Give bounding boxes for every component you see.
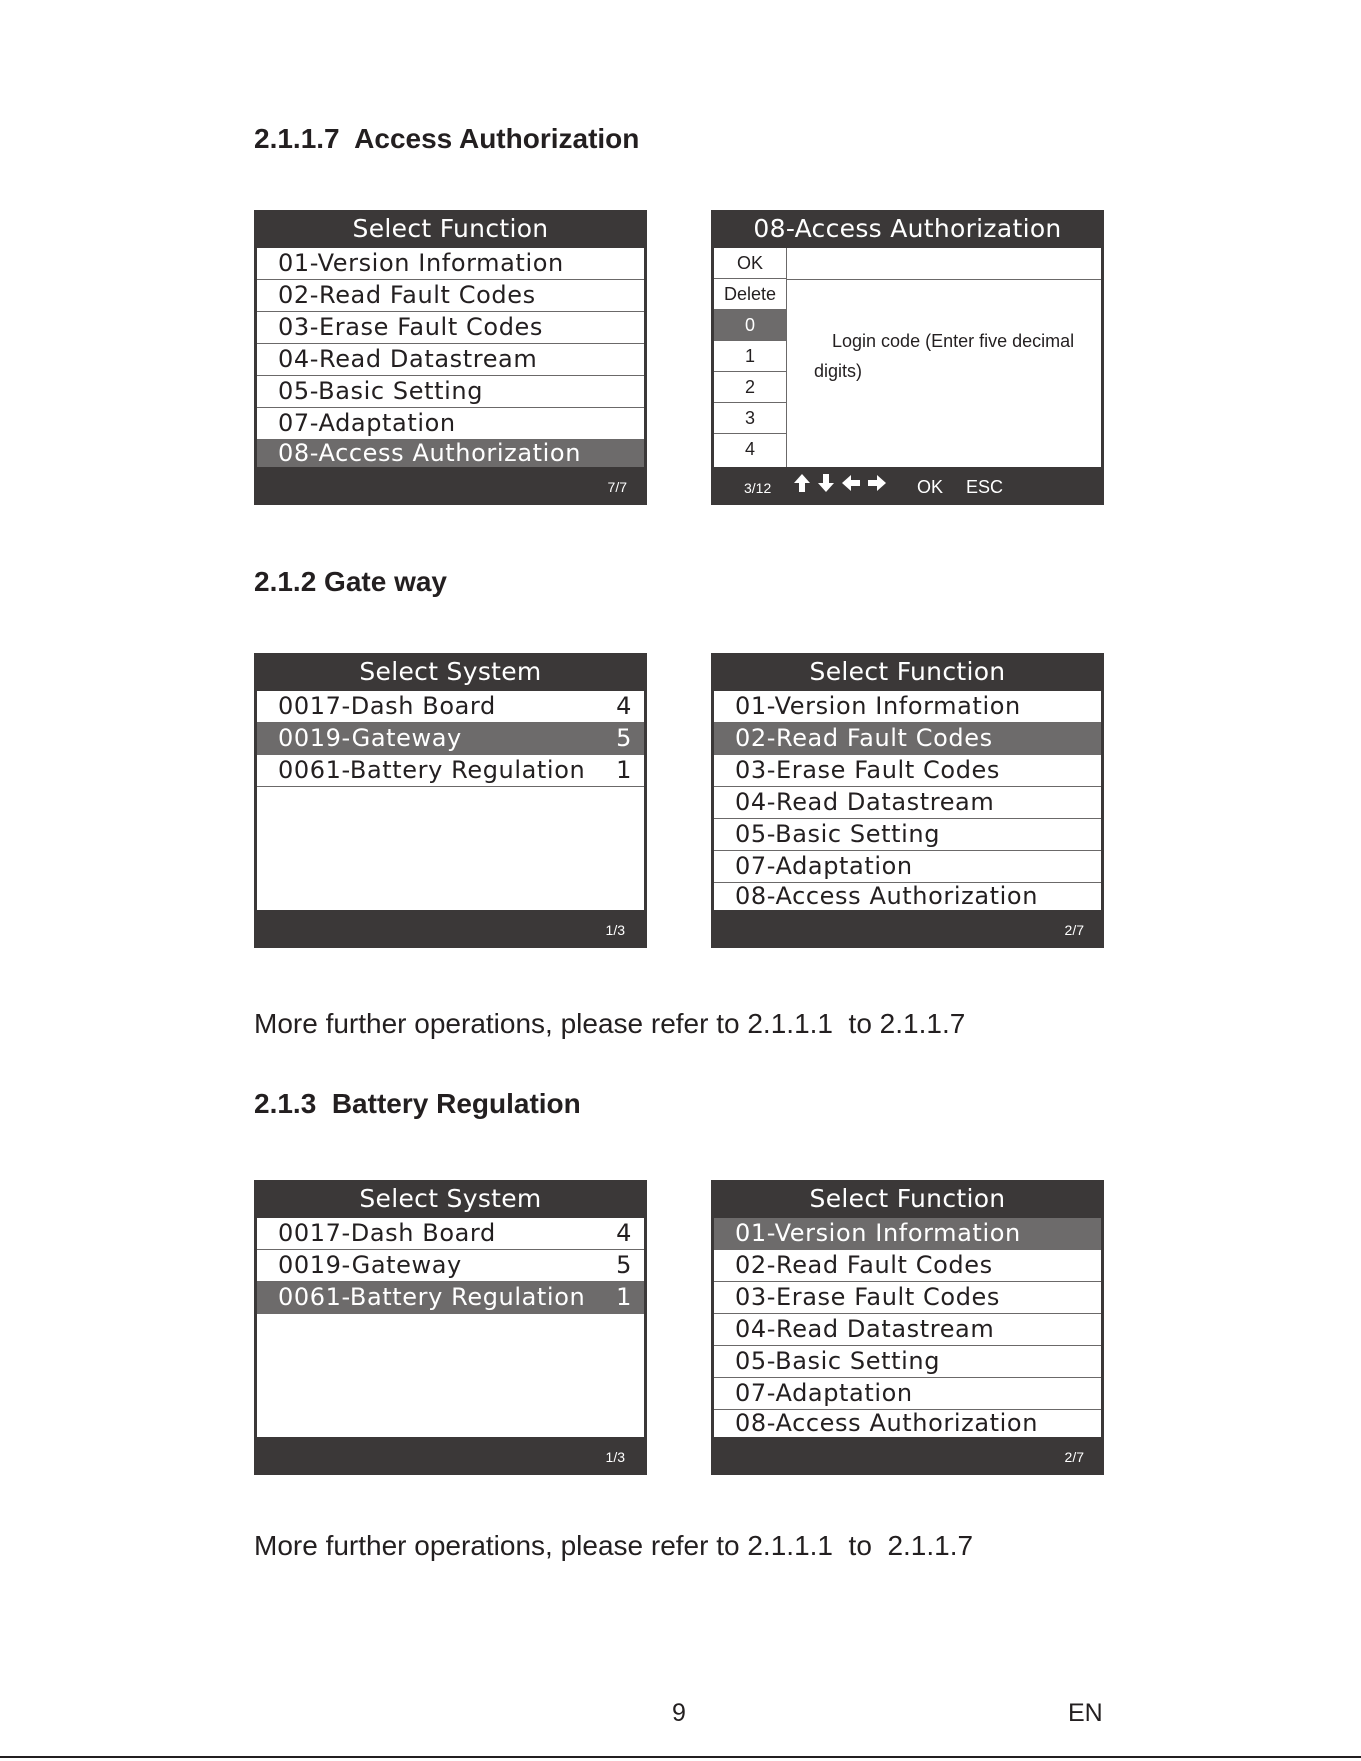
screen-select-function-battery (711, 1180, 1104, 1475)
page-indicator: 1/3 (605, 1449, 625, 1465)
list-item[interactable]: 08-Access Authorization (735, 882, 1039, 910)
list-item-selected[interactable]: 0019-Gateway 5 (257, 723, 644, 755)
arrow-right-icon[interactable] (867, 473, 887, 493)
status-bar (711, 467, 1104, 505)
battery-note: More further operations, please refer to 2.1.1.1 to 2.1.1.7 (254, 1530, 974, 1561)
list-item[interactable]: 04-Read Datastream (257, 344, 644, 376)
list-item[interactable]: 0061-Battery Regulation 1 (257, 755, 644, 787)
login-panel (714, 248, 1101, 467)
list-item[interactable]: 01-Version Information (257, 248, 644, 280)
screen-select-function-1 (254, 210, 647, 505)
list-item[interactable]: 01-Version Information (714, 691, 1101, 723)
section-heading-access-authorization: 2.1.1.7 Access Authorization (254, 123, 640, 154)
screen-title: Select Function (809, 1184, 1006, 1213)
list-item-selected[interactable]: 02-Read Fault Codes (714, 723, 1101, 755)
list-item-selected[interactable]: 0061-Battery Regulation 1 (257, 1282, 644, 1314)
list-item[interactable]: 03-Erase Fault Codes (714, 755, 1101, 787)
screen-access-authorization (711, 210, 1104, 505)
system-list (257, 1218, 644, 1437)
list-item[interactable]: 04-Read Datastream (714, 787, 1101, 819)
list-item[interactable]: 0017-Dash Board 4 (257, 1218, 644, 1250)
page-indicator: 3/12 (744, 480, 772, 496)
list-item[interactable]: 02-Read Fault Codes (714, 1250, 1101, 1282)
key-delete[interactable]: Delete (714, 279, 786, 310)
list-item[interactable]: 08-Access Authorization (735, 1409, 1039, 1437)
function-list (714, 1218, 1101, 1437)
arrow-down-icon[interactable] (817, 473, 835, 493)
key-ok[interactable]: OK (714, 248, 786, 279)
key-3[interactable]: 3 (714, 403, 786, 434)
screen-title: Select System (359, 1184, 542, 1213)
page-indicator: 7/7 (607, 479, 627, 495)
ok-button[interactable]: OK (917, 477, 944, 497)
screen-select-system-gateway (254, 653, 647, 948)
list-item[interactable]: 02-Read Fault Codes (257, 280, 644, 312)
page-number: 9 (672, 1699, 686, 1727)
page-indicator: 2/7 (1064, 922, 1084, 938)
navigation-arrows (793, 473, 887, 493)
function-list (257, 248, 644, 467)
footer-divider (0, 1756, 1361, 1758)
section-heading-battery-regulation: 2.1.3 Battery Regulation (254, 1088, 581, 1119)
list-item[interactable]: 0019-Gateway 5 (257, 1250, 644, 1282)
status-bar (254, 467, 647, 505)
list-item-selected[interactable]: 08-Access Authorization (257, 440, 644, 467)
status-bar (711, 1437, 1104, 1475)
screen-select-function-gateway (711, 653, 1104, 948)
screen-title: Select Function (352, 214, 549, 243)
screen-title: Select Function (809, 657, 1006, 686)
login-prompt: Login code (Enter five decimal digits) (814, 331, 1075, 381)
page-indicator: 2/7 (1064, 1449, 1084, 1465)
language-label: EN (1068, 1699, 1103, 1727)
list-item[interactable]: 03-Erase Fault Codes (257, 312, 644, 344)
section-heading-gateway: 2.1.2 Gate way (254, 566, 448, 597)
screen-title: Select System (359, 657, 542, 686)
status-bar (254, 1437, 647, 1475)
function-list (714, 691, 1101, 910)
login-code-field[interactable] (787, 248, 1101, 280)
status-bar (254, 910, 647, 948)
key-0[interactable]: 0 (714, 310, 786, 341)
list-item[interactable]: 03-Erase Fault Codes (714, 1282, 1101, 1314)
key-4[interactable]: 4 (744, 439, 755, 459)
screen-select-system-battery (254, 1180, 647, 1475)
list-item[interactable]: 04-Read Datastream (714, 1314, 1101, 1346)
arrow-left-icon[interactable] (841, 473, 861, 493)
list-item[interactable]: 07-Adaptation (714, 851, 1101, 883)
list-item[interactable]: 07-Adaptation (714, 1378, 1101, 1410)
arrow-up-icon[interactable] (793, 473, 811, 493)
list-item[interactable]: 05-Basic Setting (257, 376, 644, 408)
system-list (257, 691, 644, 910)
list-item[interactable]: 07-Adaptation (257, 408, 644, 440)
list-item[interactable]: 0017-Dash Board 4 (257, 691, 644, 723)
list-item-selected[interactable]: 01-Version Information (714, 1218, 1101, 1250)
list-item[interactable]: 05-Basic Setting (714, 819, 1101, 851)
esc-button[interactable]: ESC (966, 477, 1004, 497)
key-2[interactable]: 2 (714, 372, 786, 403)
gateway-note: More further operations, please refer to 2.1.1.1 to 2.1.1.7 (254, 1008, 966, 1039)
list-item[interactable]: 05-Basic Setting (714, 1346, 1101, 1378)
status-bar (711, 910, 1104, 948)
key-1[interactable]: 1 (714, 341, 786, 372)
screen-title: 08-Access Authorization (753, 214, 1062, 243)
key-list (714, 248, 787, 467)
page-indicator: 1/3 (605, 922, 625, 938)
